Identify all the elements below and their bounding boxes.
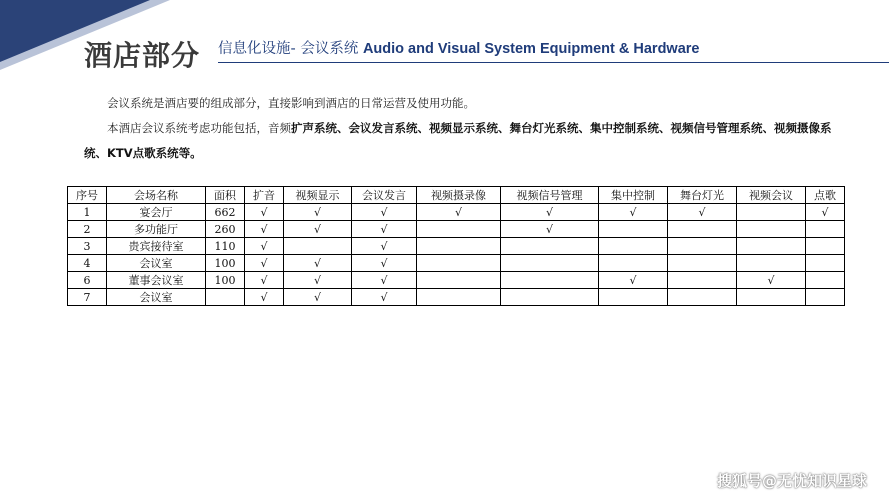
table-cell [501,272,599,289]
table-body [68,204,845,306]
col-header: 视频信号管理 [501,187,599,204]
table-cell [737,204,806,221]
table-cell: √ [284,272,352,289]
table-cell: √ [599,272,668,289]
table-cell: 3 [68,238,107,255]
table-cell [668,289,737,306]
table-cell: 260 [206,221,245,238]
table-cell: 662 [206,204,245,221]
table-row [68,204,845,221]
table-cell: 会议室 [107,289,206,306]
intro-suffix: 等。 [178,146,202,160]
table-cell [737,221,806,238]
table-cell: 100 [206,272,245,289]
table-cell: √ [668,204,737,221]
subtitle-chinese: 信息化设施- 会议系统 [218,41,363,57]
table-cell: √ [245,238,284,255]
table-cell [599,289,668,306]
table-cell: 6 [68,272,107,289]
table-cell: √ [245,255,284,272]
intro-systems-list: 扩声系统、会议发言系统、视频显示系统、舞台灯光系统、集中控制系统、视频信号管理系统、视频摄像系统、KTV点歌系统 [84,121,832,160]
col-header: 视频会议 [737,187,806,204]
col-header: 视频显示 [284,187,352,204]
table-cell: √ [352,272,417,289]
col-header: 视频摄录像 [417,187,501,204]
table-cell: √ [284,255,352,272]
section-title: 酒店部分 [84,39,201,72]
table-cell [501,289,599,306]
table-header-row [68,187,845,204]
conference-system-table [67,186,845,306]
table-cell [806,289,845,306]
table-cell: √ [284,221,352,238]
table-cell [737,289,806,306]
table-cell: √ [501,221,599,238]
table-cell: 110 [206,238,245,255]
subtitle-english: Audio and Visual System Equipment & Hardware [362,41,700,57]
table-cell: 多功能厅 [107,221,206,238]
table-cell: √ [806,204,845,221]
col-header: 序号 [68,187,107,204]
intro-line-1: 会议系统是酒店要的组成部分，直接影响到酒店的日常运营及使用功能。 [107,96,475,110]
col-header: 会议发言 [352,187,417,204]
table-cell [668,238,737,255]
table-cell: 100 [206,255,245,272]
table-cell: 1 [68,204,107,221]
table-cell: 4 [68,255,107,272]
intro-text [84,91,844,166]
table-cell: √ [352,238,417,255]
table-cell [806,238,845,255]
table-cell: √ [284,204,352,221]
table-cell: 7 [68,289,107,306]
table-row [68,255,845,272]
table-cell: √ [352,204,417,221]
table-cell [737,238,806,255]
table-row [68,289,845,306]
col-header: 扩音 [245,187,284,204]
table-row [68,238,845,255]
page-subtitle [218,37,699,58]
col-header: 舞台灯光 [668,187,737,204]
intro-line-2 [84,116,844,166]
table-cell [668,221,737,238]
table-cell [417,272,501,289]
table-cell: √ [245,289,284,306]
table-cell [417,255,501,272]
table-cell: 会议室 [107,255,206,272]
col-header: 集中控制 [599,187,668,204]
table-cell: √ [284,289,352,306]
table-cell [737,255,806,272]
table-cell: √ [352,289,417,306]
table-cell [599,221,668,238]
watermark: 搜狐号@无忧知识星球 [716,472,867,490]
table-cell: √ [352,221,417,238]
title-divider [218,62,889,63]
table-cell: 2 [68,221,107,238]
table-cell [599,255,668,272]
table-cell: √ [501,204,599,221]
table-cell [599,238,668,255]
table-cell: √ [352,255,417,272]
table-cell: √ [417,204,501,221]
table-cell [284,238,352,255]
table-cell [668,272,737,289]
intro-prefix: 本酒店会议系统考虑功能包括，音频 [107,121,291,135]
table-cell [501,238,599,255]
table-cell: √ [245,272,284,289]
table-cell [501,255,599,272]
table-cell: √ [245,204,284,221]
col-header: 会场名称 [107,187,206,204]
table-cell [417,238,501,255]
table-cell [417,289,501,306]
table-cell: 贵宾接待室 [107,238,206,255]
col-header: 面积 [206,187,245,204]
col-header: 点歌 [806,187,845,204]
table-cell: 宴会厅 [107,204,206,221]
table-cell [806,272,845,289]
table-row [68,272,845,289]
table-cell: √ [599,204,668,221]
table-cell: √ [737,272,806,289]
table-cell [668,255,737,272]
table-cell [806,221,845,238]
table-cell: 董事会议室 [107,272,206,289]
table-row [68,221,845,238]
table-cell: √ [245,221,284,238]
table-cell [806,255,845,272]
table-cell [206,289,245,306]
table-cell [417,221,501,238]
